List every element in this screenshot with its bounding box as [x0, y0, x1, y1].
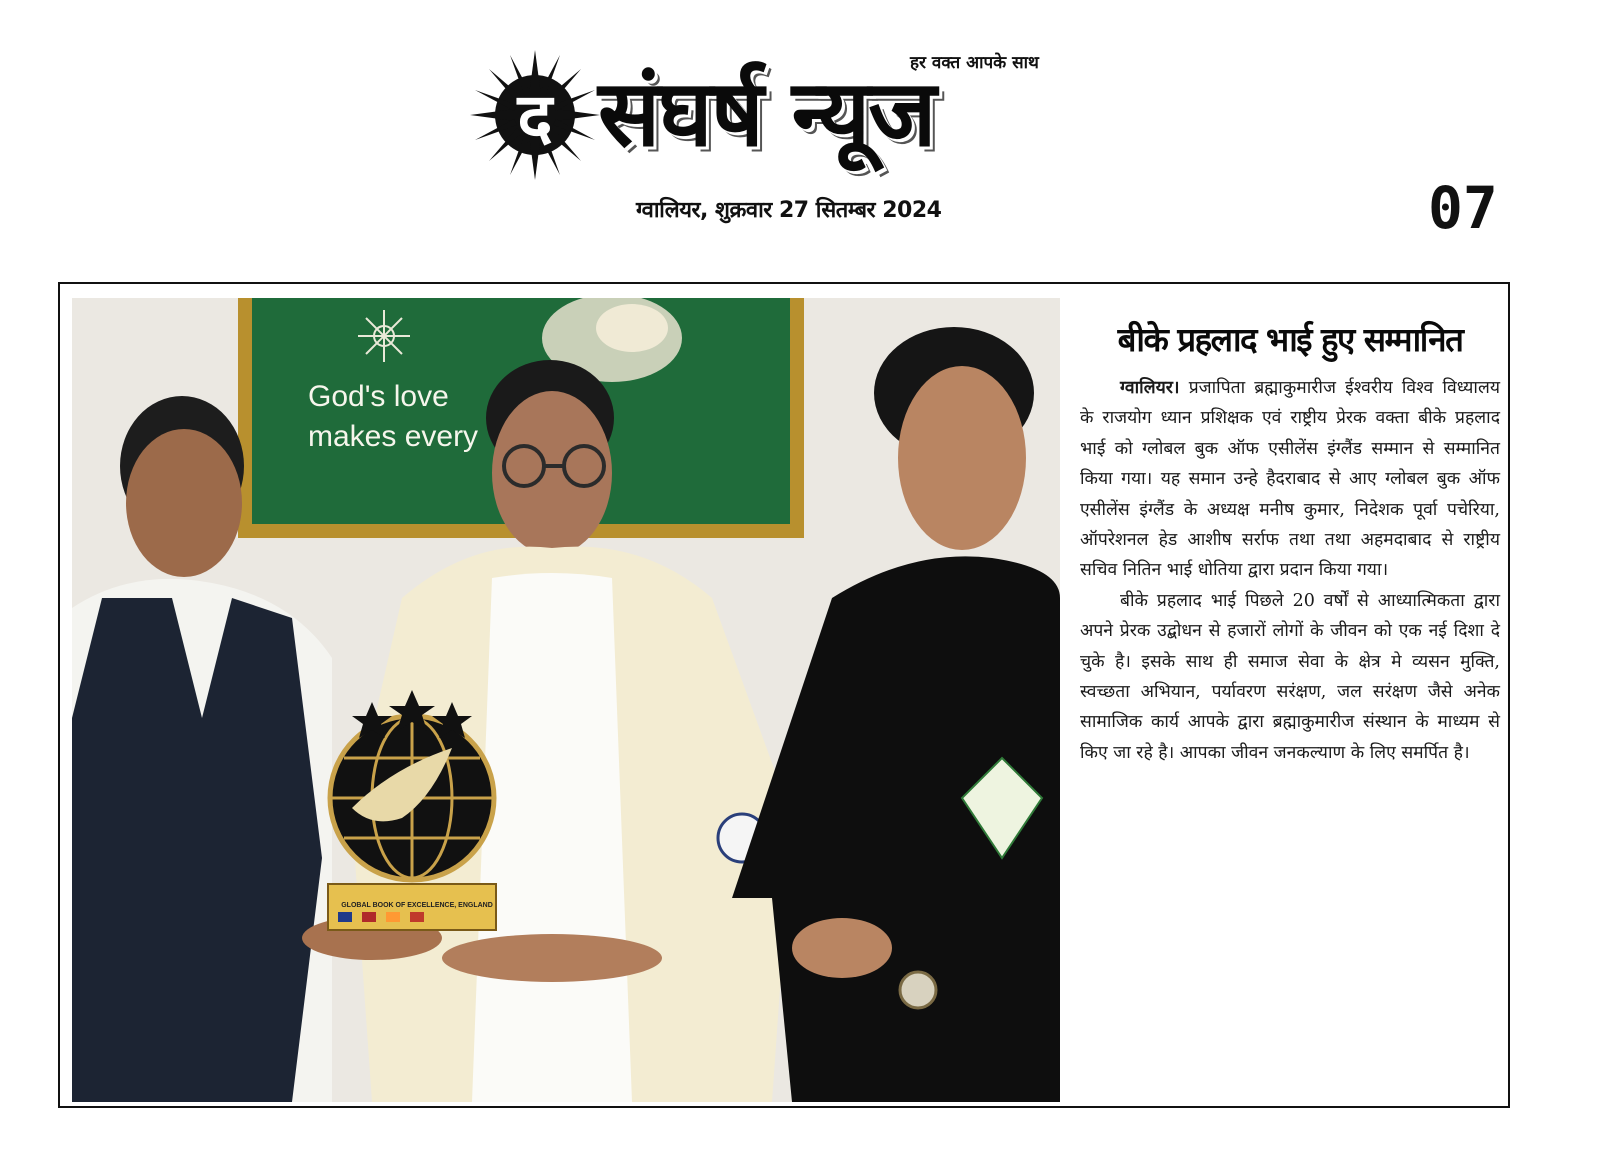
center-man-face	[492, 391, 612, 555]
newspaper-title: संघर्ष न्यूज	[598, 60, 935, 167]
tagline: हर वक्त आपके साथ	[910, 53, 1039, 73]
poster-text-line1: God's love	[308, 380, 449, 413]
article-frame	[58, 282, 1510, 1108]
hands-center	[442, 934, 662, 982]
hand-right	[792, 918, 892, 978]
article-text-column	[1080, 306, 1500, 1096]
wristwatch	[900, 972, 936, 1008]
right-man-face	[898, 366, 1026, 550]
article-paragraph-2	[1080, 586, 1500, 768]
trophy-caption: GLOBAL BOOK OF EXCELLENCE, ENGLAND	[341, 902, 493, 909]
paragraph-1-text: प्रजापिता ब्रह्माकुमारीज ईश्वरीय विश्व विध्यालय के राजयोग ध्यान प्रशिक्षक एवं राष्ट्रीय प्रेरक वक्ता बीके प्रहलाद भाई को ग्लोबल बुक ऑफ एसीलेंस इंग्लैंड सम्मान से सम्मानित किया गया। यह समान उन्हे हैदराबाद से आए ग्लोबल बुक ऑफ एसीलेंस इंग्लैंड के अध्यक्ष मनीष कुमार, निदेशक पूर्वा पचेरिया, ऑपरेशनल हेड आशीष सर्राफ तथा तथा अहमदाबाद से राष्ट्रीय सचिव नितिन भाई धोतिया द्वारा प्रदान किया गया।	[1080, 378, 1500, 581]
article-paragraph-1	[1080, 373, 1500, 586]
masthead	[470, 40, 1110, 180]
poster-text-line2: makes every	[308, 420, 479, 453]
article-headline: बीके प्रहलाद भाई हुए सम्मानित	[1117, 320, 1463, 359]
article-body	[1080, 373, 1500, 768]
article-dateline: ग्वालियर।	[1120, 378, 1180, 398]
kurta	[472, 573, 632, 1102]
issue-dateline: ग्वालियर, शुक्रवार 27 सितम्बर 2024	[636, 198, 942, 223]
logo-letter: द	[517, 79, 553, 156]
left-man-face	[126, 429, 242, 577]
article-photo	[72, 298, 1060, 1102]
page-number: 07	[1428, 174, 1498, 242]
paragraph-2-text: बीके प्रहलाद भाई पिछले 20 वर्षों से आध्यात्मिकता द्वारा अपने प्रेरक उद्बोधन से हजारों लोगों के जीवन को एक नई दिशा दे चुके है। इसके साथ ही समाज सेवा के क्षेत्र मे व्यसन मुक्ति, स्वच्छता अभियान, पर्यावरण सरंक्षण, जल सरंक्षण जैसे अनेक सामाजिक कार्य आपके द्वारा ब्रह्माकुमारीज संस्थान के माध्यम से किए जा रहे है। आपका जीवन जनकल्याण के लिए समर्पित है।	[1080, 590, 1500, 763]
photo-illustration	[72, 298, 1060, 1102]
